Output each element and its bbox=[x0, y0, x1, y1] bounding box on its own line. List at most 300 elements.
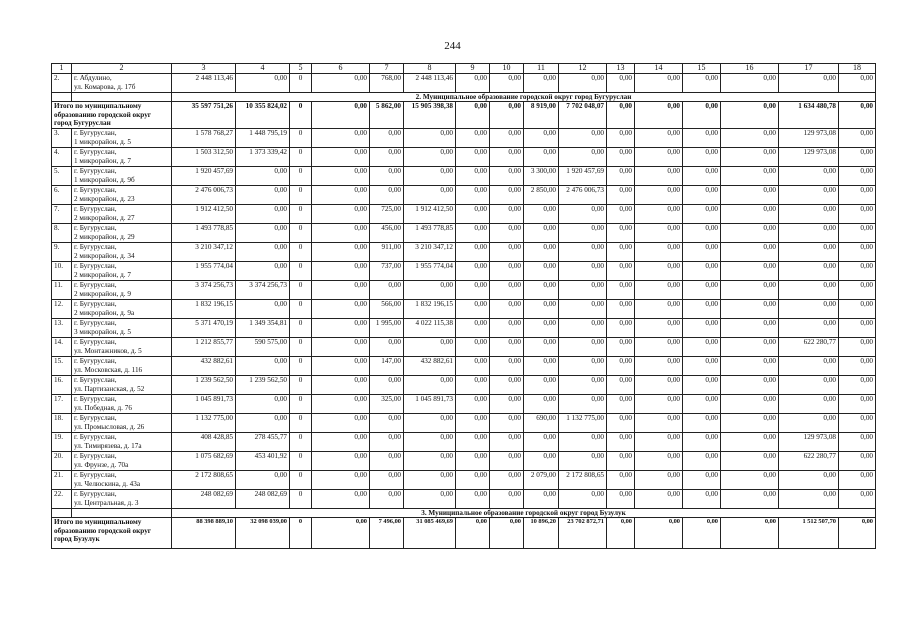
value-cell: 432 882,61 bbox=[172, 357, 236, 376]
value-cell: 0,00 bbox=[312, 243, 370, 262]
value-cell: 0,00 bbox=[721, 186, 779, 205]
total-value-cell: 0,00 bbox=[635, 518, 683, 549]
value-cell: 0,00 bbox=[683, 414, 721, 433]
value-cell: 0,00 bbox=[312, 395, 370, 414]
address-city: г. Бугуруслан, bbox=[74, 452, 117, 461]
value-cell: 0,00 bbox=[607, 186, 635, 205]
value-cell: 0,00 bbox=[490, 186, 524, 205]
value-cell: 725,00 bbox=[370, 205, 404, 224]
column-number: 6 bbox=[312, 64, 370, 74]
address-city: г. Бугуруслан, bbox=[74, 167, 117, 176]
address-street: 2 микрорайон, д. 7 bbox=[74, 270, 131, 279]
total-value-cell: 0,00 bbox=[721, 518, 779, 549]
row-number: 5. bbox=[52, 167, 72, 186]
value-cell: 0,00 bbox=[779, 471, 839, 490]
value-cell: 0,00 bbox=[456, 243, 490, 262]
total-value-cell: 0 bbox=[290, 102, 312, 129]
row-number: 4. bbox=[52, 148, 72, 167]
value-cell: 1 373 339,42 bbox=[236, 148, 290, 167]
address-street: 2 микрорайон, д. 29 bbox=[74, 232, 135, 241]
value-cell: 0 bbox=[290, 205, 312, 224]
value-cell: 0,00 bbox=[370, 148, 404, 167]
value-cell: 0,00 bbox=[456, 167, 490, 186]
address-street: 1 микрорайон, д. 9б bbox=[74, 175, 135, 184]
table-row bbox=[52, 281, 876, 300]
value-cell: 0,00 bbox=[490, 471, 524, 490]
table-row bbox=[52, 224, 876, 243]
total-value-cell: 31 085 469,69 bbox=[404, 518, 456, 549]
value-cell: 0,00 bbox=[607, 129, 635, 148]
address-city: г. Бугуруслан, bbox=[74, 205, 117, 214]
value-cell: 0,00 bbox=[312, 224, 370, 243]
value-cell: 0,00 bbox=[607, 490, 635, 509]
value-cell: 0,00 bbox=[607, 338, 635, 357]
value-cell: 0 bbox=[290, 376, 312, 395]
address-cell bbox=[72, 338, 172, 357]
value-cell: 0,00 bbox=[312, 186, 370, 205]
value-cell: 0,00 bbox=[779, 376, 839, 395]
value-cell: 0,00 bbox=[635, 433, 683, 452]
value-cell: 0,00 bbox=[683, 357, 721, 376]
value-cell: 1 239 562,50 bbox=[172, 376, 236, 395]
table-row bbox=[52, 74, 876, 93]
address-city: г. Бугуруслан, bbox=[74, 338, 117, 347]
value-cell: 0,00 bbox=[721, 452, 779, 471]
value-cell: 0,00 bbox=[683, 300, 721, 319]
address-cell bbox=[72, 490, 172, 509]
value-cell: 2 448 113,46 bbox=[172, 74, 236, 93]
value-cell: 0,00 bbox=[839, 319, 876, 338]
total-value-cell: 5 862,00 bbox=[370, 102, 404, 129]
value-cell: 0,00 bbox=[607, 357, 635, 376]
value-cell: 2 172 808,65 bbox=[559, 471, 607, 490]
value-cell: 0,00 bbox=[779, 224, 839, 243]
value-cell: 0,00 bbox=[607, 452, 635, 471]
value-cell: 0,00 bbox=[370, 338, 404, 357]
value-cell: 0,00 bbox=[635, 129, 683, 148]
column-number: 18 bbox=[839, 64, 876, 74]
address-cell bbox=[72, 281, 172, 300]
value-cell: 0 bbox=[290, 452, 312, 471]
value-cell: 0,00 bbox=[839, 414, 876, 433]
value-cell: 432 882,61 bbox=[404, 357, 456, 376]
value-cell: 3 300,00 bbox=[524, 167, 559, 186]
address-city: г. Бугуруслан, bbox=[74, 376, 117, 385]
total-value-cell: 7 496,00 bbox=[370, 518, 404, 549]
total-value-cell: 15 905 398,38 bbox=[404, 102, 456, 129]
value-cell: 0,00 bbox=[404, 414, 456, 433]
column-number: 15 bbox=[683, 64, 721, 74]
value-cell: 0,00 bbox=[490, 452, 524, 471]
value-cell: 0,00 bbox=[524, 452, 559, 471]
value-cell: 248 082,69 bbox=[172, 490, 236, 509]
address-cell bbox=[72, 243, 172, 262]
value-cell: 0,00 bbox=[312, 452, 370, 471]
value-cell: 0,00 bbox=[839, 186, 876, 205]
value-cell: 0,00 bbox=[683, 452, 721, 471]
table-row bbox=[52, 186, 876, 205]
total-value-cell: 7 702 048,07 bbox=[559, 102, 607, 129]
value-cell: 0,00 bbox=[779, 167, 839, 186]
address-cell bbox=[72, 433, 172, 452]
value-cell: 0,00 bbox=[779, 205, 839, 224]
value-cell: 0,00 bbox=[490, 224, 524, 243]
address-city: г. Бугуруслан, bbox=[74, 395, 117, 404]
value-cell: 0,00 bbox=[607, 262, 635, 281]
address-cell bbox=[72, 167, 172, 186]
value-cell: 0,00 bbox=[635, 186, 683, 205]
row-number: 14. bbox=[52, 338, 72, 357]
address-street: ул. Челюскина, д. 43а bbox=[74, 479, 141, 488]
value-cell: 0,00 bbox=[456, 224, 490, 243]
row-number: 15. bbox=[52, 357, 72, 376]
total-value-cell: 0,00 bbox=[839, 518, 876, 549]
total-value-cell: 0,00 bbox=[490, 518, 524, 549]
value-cell: 0,00 bbox=[839, 205, 876, 224]
address-street: 1 микрорайон, д. 7 bbox=[74, 156, 131, 165]
section-header-buzuluk bbox=[52, 509, 876, 518]
value-cell: 0,00 bbox=[370, 452, 404, 471]
value-cell: 0,00 bbox=[559, 300, 607, 319]
value-cell: 0,00 bbox=[370, 186, 404, 205]
total-value-cell: 1 512 507,70 bbox=[779, 518, 839, 549]
value-cell: 0,00 bbox=[236, 186, 290, 205]
value-cell: 0 bbox=[290, 395, 312, 414]
value-cell: 566,00 bbox=[370, 300, 404, 319]
value-cell: 0,00 bbox=[839, 129, 876, 148]
section-spacer bbox=[52, 93, 72, 102]
value-cell: 0,00 bbox=[721, 167, 779, 186]
address-street: ул. Тимирязева, д. 17а bbox=[74, 441, 142, 450]
row-number: 7. bbox=[52, 205, 72, 224]
value-cell: 0,00 bbox=[370, 167, 404, 186]
value-cell: 1 075 682,69 bbox=[172, 452, 236, 471]
value-cell: 1 132 775,00 bbox=[172, 414, 236, 433]
value-cell: 0 bbox=[290, 148, 312, 167]
row-number: 2. bbox=[52, 74, 72, 93]
table-row bbox=[52, 129, 876, 148]
table-row bbox=[52, 243, 876, 262]
value-cell: 0,00 bbox=[607, 376, 635, 395]
address-city: г. Бугуруслан, bbox=[74, 319, 117, 328]
address-cell bbox=[72, 376, 172, 395]
value-cell: 0,00 bbox=[721, 490, 779, 509]
value-cell: 0,00 bbox=[683, 490, 721, 509]
value-cell: 0,00 bbox=[721, 319, 779, 338]
value-cell: 0,00 bbox=[683, 281, 721, 300]
value-cell: 0,00 bbox=[456, 186, 490, 205]
value-cell: 0,00 bbox=[490, 414, 524, 433]
value-cell: 0,00 bbox=[404, 281, 456, 300]
value-cell: 0,00 bbox=[721, 357, 779, 376]
total-value-cell: 0,00 bbox=[683, 102, 721, 129]
value-cell: 147,00 bbox=[370, 357, 404, 376]
address-cell bbox=[72, 452, 172, 471]
value-cell: 0,00 bbox=[456, 205, 490, 224]
table-row bbox=[52, 262, 876, 281]
value-cell: 1 045 891,73 bbox=[404, 395, 456, 414]
value-cell: 0,00 bbox=[490, 319, 524, 338]
address-cell bbox=[72, 319, 172, 338]
section-header-bugiruslan bbox=[52, 93, 876, 102]
value-cell: 0,00 bbox=[312, 376, 370, 395]
row-number: 3. bbox=[52, 129, 72, 148]
value-cell: 2 172 808,65 bbox=[172, 471, 236, 490]
value-cell: 0,00 bbox=[404, 186, 456, 205]
value-cell: 0,00 bbox=[635, 243, 683, 262]
value-cell: 0,00 bbox=[312, 148, 370, 167]
value-cell: 0,00 bbox=[839, 490, 876, 509]
value-cell: 248 082,69 bbox=[236, 490, 290, 509]
value-cell: 0,00 bbox=[559, 338, 607, 357]
value-cell: 0,00 bbox=[456, 395, 490, 414]
total-value-cell: 32 098 039,00 bbox=[236, 518, 290, 549]
address-street: 2 микрорайон, д. 23 bbox=[74, 194, 135, 203]
value-cell: 0,00 bbox=[559, 243, 607, 262]
section-title: 3. Муниципальное образование городской округ город Бузулук bbox=[172, 509, 876, 518]
table-row bbox=[52, 338, 876, 357]
value-cell: 0,00 bbox=[635, 300, 683, 319]
value-cell: 3 374 256,73 bbox=[236, 281, 290, 300]
value-cell: 0,00 bbox=[559, 205, 607, 224]
value-cell: 0,00 bbox=[312, 167, 370, 186]
value-cell: 0,00 bbox=[404, 452, 456, 471]
value-cell: 1 045 891,73 bbox=[172, 395, 236, 414]
value-cell: 0,00 bbox=[490, 433, 524, 452]
value-cell: 0,00 bbox=[559, 224, 607, 243]
column-number: 8 bbox=[404, 64, 456, 74]
value-cell: 0,00 bbox=[779, 262, 839, 281]
total-value-cell: 0,00 bbox=[312, 102, 370, 129]
value-cell: 1 912 412,50 bbox=[172, 205, 236, 224]
value-cell: 0,00 bbox=[779, 357, 839, 376]
section-title: 2. Муниципальное образование городской округ город Бугуруслан bbox=[172, 93, 876, 102]
value-cell: 0,00 bbox=[779, 281, 839, 300]
value-cell: 0,00 bbox=[456, 338, 490, 357]
address-street: 2 микрорайон, д. 9а bbox=[74, 308, 135, 317]
value-cell: 0,00 bbox=[721, 205, 779, 224]
value-cell: 0,00 bbox=[559, 490, 607, 509]
value-cell: 0,00 bbox=[236, 300, 290, 319]
value-cell: 0,00 bbox=[559, 148, 607, 167]
value-cell: 325,00 bbox=[370, 395, 404, 414]
total-value-cell: 0,00 bbox=[456, 518, 490, 549]
value-cell: 0,00 bbox=[490, 300, 524, 319]
value-cell: 408 428,85 bbox=[172, 433, 236, 452]
address-street: ул. Московская, д. 116 bbox=[74, 365, 143, 374]
value-cell: 0,00 bbox=[839, 262, 876, 281]
value-cell: 0,00 bbox=[779, 319, 839, 338]
value-cell: 0,00 bbox=[524, 74, 559, 93]
address-cell bbox=[72, 148, 172, 167]
column-number: 12 bbox=[559, 64, 607, 74]
address-street: 2 микрорайон, д. 34 bbox=[74, 251, 135, 260]
value-cell: 0,00 bbox=[839, 224, 876, 243]
value-cell: 0,00 bbox=[490, 376, 524, 395]
value-cell: 0,00 bbox=[524, 300, 559, 319]
table-row bbox=[52, 414, 876, 433]
value-cell: 622 280,77 bbox=[779, 338, 839, 357]
value-cell: 2 476 006,73 bbox=[559, 186, 607, 205]
value-cell: 0,00 bbox=[635, 376, 683, 395]
value-cell: 0,00 bbox=[312, 433, 370, 452]
value-cell: 0,00 bbox=[236, 262, 290, 281]
value-cell: 0,00 bbox=[839, 74, 876, 93]
address-city: г. Бугуруслан, bbox=[74, 243, 117, 252]
column-number: 7 bbox=[370, 64, 404, 74]
value-cell: 0,00 bbox=[635, 281, 683, 300]
value-cell: 0,00 bbox=[236, 357, 290, 376]
address-street: ул. Партизанская, д. 52 bbox=[74, 384, 145, 393]
column-number-row bbox=[52, 64, 876, 74]
address-city: г. Бугуруслан, bbox=[74, 490, 117, 499]
value-cell: 0,00 bbox=[456, 376, 490, 395]
column-number: 13 bbox=[607, 64, 635, 74]
value-cell: 0,00 bbox=[312, 129, 370, 148]
value-cell: 0,00 bbox=[490, 338, 524, 357]
value-cell: 0,00 bbox=[721, 243, 779, 262]
value-cell: 0,00 bbox=[721, 395, 779, 414]
value-cell: 0,00 bbox=[839, 433, 876, 452]
column-number: 16 bbox=[721, 64, 779, 74]
total-value-cell: 0,00 bbox=[721, 102, 779, 129]
total-value-cell: 35 597 751,26 bbox=[172, 102, 236, 129]
value-cell: 0,00 bbox=[721, 433, 779, 452]
address-street: 3 микрорайон, д. 5 bbox=[74, 327, 131, 336]
value-cell: 0,00 bbox=[236, 74, 290, 93]
address-street: ул. Фрунзе, д. 70а bbox=[74, 460, 129, 469]
total-value-cell: 10 896,20 bbox=[524, 518, 559, 549]
value-cell: 0,00 bbox=[683, 205, 721, 224]
address-cell bbox=[72, 186, 172, 205]
total-row-buzuluk bbox=[52, 518, 876, 549]
value-cell: 0,00 bbox=[524, 281, 559, 300]
column-number: 1 bbox=[52, 64, 72, 74]
value-cell: 911,00 bbox=[370, 243, 404, 262]
value-cell: 1 239 562,50 bbox=[236, 376, 290, 395]
value-cell: 0,00 bbox=[607, 300, 635, 319]
value-cell: 0,00 bbox=[635, 338, 683, 357]
value-cell: 0,00 bbox=[721, 376, 779, 395]
value-cell: 0,00 bbox=[635, 74, 683, 93]
table-row bbox=[52, 433, 876, 452]
value-cell: 0,00 bbox=[683, 243, 721, 262]
value-cell: 0,00 bbox=[839, 452, 876, 471]
address-cell bbox=[72, 471, 172, 490]
value-cell: 0,00 bbox=[404, 338, 456, 357]
value-cell: 0,00 bbox=[312, 74, 370, 93]
value-cell: 0,00 bbox=[607, 281, 635, 300]
row-number: 22. bbox=[52, 490, 72, 509]
value-cell: 0,00 bbox=[312, 300, 370, 319]
value-cell: 1 493 778,85 bbox=[172, 224, 236, 243]
column-number: 11 bbox=[524, 64, 559, 74]
value-cell: 0 bbox=[290, 490, 312, 509]
value-cell: 0,00 bbox=[721, 414, 779, 433]
value-cell: 0 bbox=[290, 243, 312, 262]
value-cell: 0,00 bbox=[524, 224, 559, 243]
value-cell: 0,00 bbox=[456, 471, 490, 490]
address-city: г. Бугуруслан, bbox=[74, 262, 117, 271]
value-cell: 0,00 bbox=[490, 243, 524, 262]
value-cell: 0 bbox=[290, 471, 312, 490]
value-cell: 1 920 457,69 bbox=[559, 167, 607, 186]
value-cell: 0,00 bbox=[607, 414, 635, 433]
row-number: 12. bbox=[52, 300, 72, 319]
value-cell: 0,00 bbox=[635, 395, 683, 414]
address-cell bbox=[72, 414, 172, 433]
value-cell: 0,00 bbox=[312, 262, 370, 281]
value-cell: 0,00 bbox=[370, 376, 404, 395]
value-cell: 0,00 bbox=[456, 129, 490, 148]
total-value-cell: 23 702 872,71 bbox=[559, 518, 607, 549]
value-cell: 0,00 bbox=[404, 471, 456, 490]
value-cell: 129 973,08 bbox=[779, 433, 839, 452]
value-cell: 0,00 bbox=[524, 395, 559, 414]
address-cell bbox=[72, 357, 172, 376]
value-cell: 0,00 bbox=[635, 414, 683, 433]
value-cell: 0,00 bbox=[683, 319, 721, 338]
address-cell bbox=[72, 205, 172, 224]
address-cell bbox=[72, 262, 172, 281]
value-cell: 0 bbox=[290, 414, 312, 433]
value-cell: 3 374 256,73 bbox=[172, 281, 236, 300]
value-cell: 0,00 bbox=[490, 490, 524, 509]
value-cell: 0,00 bbox=[404, 148, 456, 167]
address-street: ул. Победная, д. 76 bbox=[74, 403, 132, 412]
value-cell: 1 832 196,15 bbox=[172, 300, 236, 319]
address-city: г. Бугуруслан, bbox=[74, 357, 117, 366]
value-cell: 0,00 bbox=[524, 338, 559, 357]
value-cell: 0,00 bbox=[839, 167, 876, 186]
value-cell: 0,00 bbox=[559, 452, 607, 471]
section-spacer bbox=[72, 509, 172, 518]
value-cell: 1 955 774,04 bbox=[172, 262, 236, 281]
column-number: 5 bbox=[290, 64, 312, 74]
value-cell: 2 448 113,46 bbox=[404, 74, 456, 93]
value-cell: 737,00 bbox=[370, 262, 404, 281]
address-cell bbox=[72, 129, 172, 148]
value-cell: 0,00 bbox=[456, 281, 490, 300]
address-city: г. Бугуруслан, bbox=[74, 129, 117, 138]
value-cell: 0,00 bbox=[635, 148, 683, 167]
address-city: г. Бугуруслан, bbox=[74, 300, 117, 309]
address-city: г. Бугуруслан, bbox=[74, 433, 117, 442]
value-cell: 0,00 bbox=[559, 74, 607, 93]
value-cell: 0,00 bbox=[721, 338, 779, 357]
column-number: 14 bbox=[635, 64, 683, 74]
value-cell: 1 912 412,50 bbox=[404, 205, 456, 224]
value-cell: 0,00 bbox=[839, 376, 876, 395]
value-cell: 0 bbox=[290, 357, 312, 376]
value-cell: 0,00 bbox=[683, 433, 721, 452]
value-cell: 0,00 bbox=[456, 300, 490, 319]
page-number: 244 bbox=[444, 40, 461, 52]
value-cell: 0,00 bbox=[683, 338, 721, 357]
value-cell: 0,00 bbox=[721, 129, 779, 148]
value-cell: 0 bbox=[290, 186, 312, 205]
value-cell: 0,00 bbox=[524, 433, 559, 452]
table-body bbox=[52, 64, 876, 549]
value-cell: 0,00 bbox=[635, 262, 683, 281]
section-spacer bbox=[52, 509, 72, 518]
value-cell: 0,00 bbox=[635, 205, 683, 224]
value-cell: 278 455,77 bbox=[236, 433, 290, 452]
value-cell: 0,00 bbox=[559, 319, 607, 338]
total-row-bugiruslan bbox=[52, 102, 876, 129]
value-cell: 0,00 bbox=[683, 376, 721, 395]
value-cell: 0,00 bbox=[779, 186, 839, 205]
